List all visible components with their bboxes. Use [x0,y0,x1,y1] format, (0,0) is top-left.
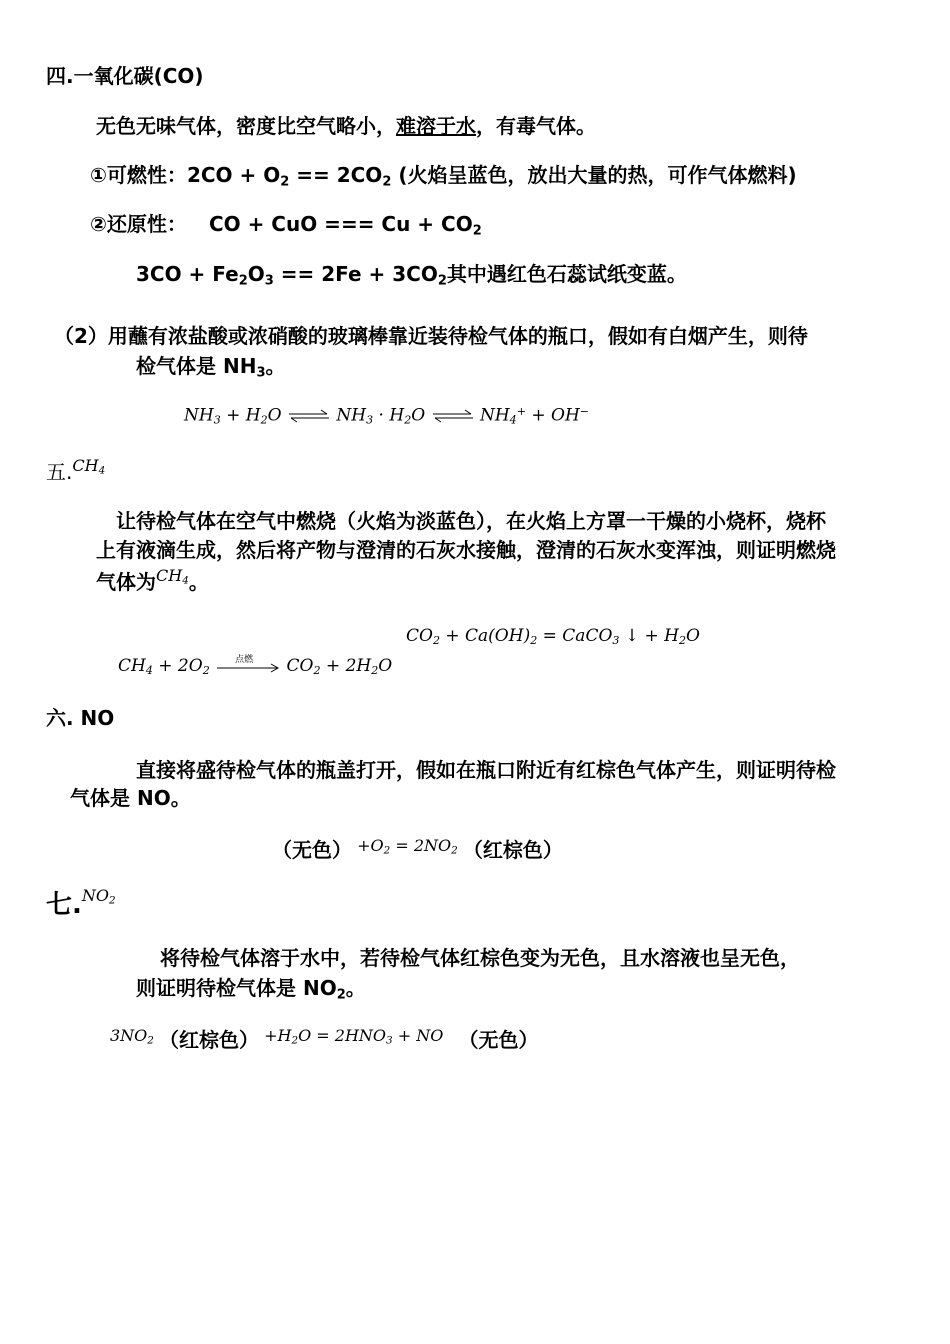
section-7-label: 七. [46,890,82,920]
reduction-equation-fe2o3: $3CO + Fe_2O_3 == 2Fe + 3CO_2$其中遇红色石蕊试纸变蓝。 [136,262,687,289]
co-desc-a: 无色无味气体，密度比空气略小， [96,114,396,138]
section-7-title: 七$.NO_2$ [46,886,116,920]
nh3-test-line-2: 检气体是 $NH_3$。 [136,354,286,381]
reduction-equation-cuo: CO + CuO === $Cu + CO_2$ [208,212,482,239]
co-description [96,112,596,141]
co-desc-underlined: 难溶于水 [396,114,476,138]
equilibrium-arrow-icon [287,409,331,423]
no2-red-brown-note: （红棕色） [462,838,563,862]
section-5-label: 五. [46,460,73,484]
co-combustibility [90,161,797,192]
nh3-test-line-1: （2）用蘸有浓盐酸或浓硝酸的玻璃棒靠近装待检气体的瓶口，假如有白烟产生，则待 [54,324,808,348]
no-colorless-label: （无色） [458,1028,539,1052]
ch4-para-line-2: 上有液滴生成，然后将产物与澄清的石灰水接触，澄清的石灰水变浑浊，则证明燃烧 [96,538,836,562]
nh3-equilibrium-equation: $NH_3 + H_2O$ $NH_3 \cdot H_2O$ $NH_4^+ + OH^-$ [184,405,590,427]
reducibility-label: ②还原性： [90,212,187,236]
no2-red-brown-label: （红棕色） [159,1028,260,1052]
no-oxidation-equation: （无色） $+O_2 = 2NO_2$ （红棕色） [272,836,563,862]
reaction-arrow-icon [215,658,281,676]
co-desc-b: ，有毒气体。 [476,114,596,138]
ch4-para-line-1: 让待检气体在空气中燃烧（火焰为淡蓝色），在火焰上方罩一干燥的小烧杯，烧杯 [116,509,826,533]
no-para-line-2: 气体是 NO。 [70,786,191,810]
ch4-para-line-3: 气体为$^{CH_4}$。 [96,566,209,594]
combustibility-label: ①可燃性： [90,163,187,187]
no-para-line-1: 直接将盛待检气体的瓶盖打开，假如在瓶口附近有红棕色气体产生，则证明待检 [136,758,836,782]
ignite-label: 点燃 [235,654,254,665]
section-5-title: 五.$^{CH_4}$ [46,456,106,484]
no2-para-line-1: 将待检气体溶于水中，若待检气体红棕色变为无色，且水溶液也呈无色， [160,946,800,970]
limewater-equation: $CO_2 + Ca(OH)_2$ = CaCO$_3$ ↓ + $H_2O$ [406,626,700,647]
combustion-equation: $2CO + O_2 == 2CO_2$ (火焰呈蓝色，放出大量的热，可作气体燃料) [186,163,797,190]
no2-para-line-2: 则证明待检气体是 $NO_2$。 [136,976,366,1003]
fe2o3-suffix: 其中遇红色石蕊试纸变蓝。 [446,262,687,286]
ch4-combustion-equation: $CH_4 + 2O_2$ 点燃 $CO_2 + 2H_2O$ [118,656,392,677]
no-colorless-note: （无色） [272,838,352,862]
co-reducibility [90,210,482,241]
no2-water-equation: $3NO_2$ （红棕色） $+H_2O = 2HNO_3$ + NO （无色） [110,1026,539,1052]
section-6-title: 六. NO [46,706,115,730]
equilibrium-arrow-icon [431,409,475,423]
section-4-title: 四.一氧化碳(CO) [46,64,204,88]
